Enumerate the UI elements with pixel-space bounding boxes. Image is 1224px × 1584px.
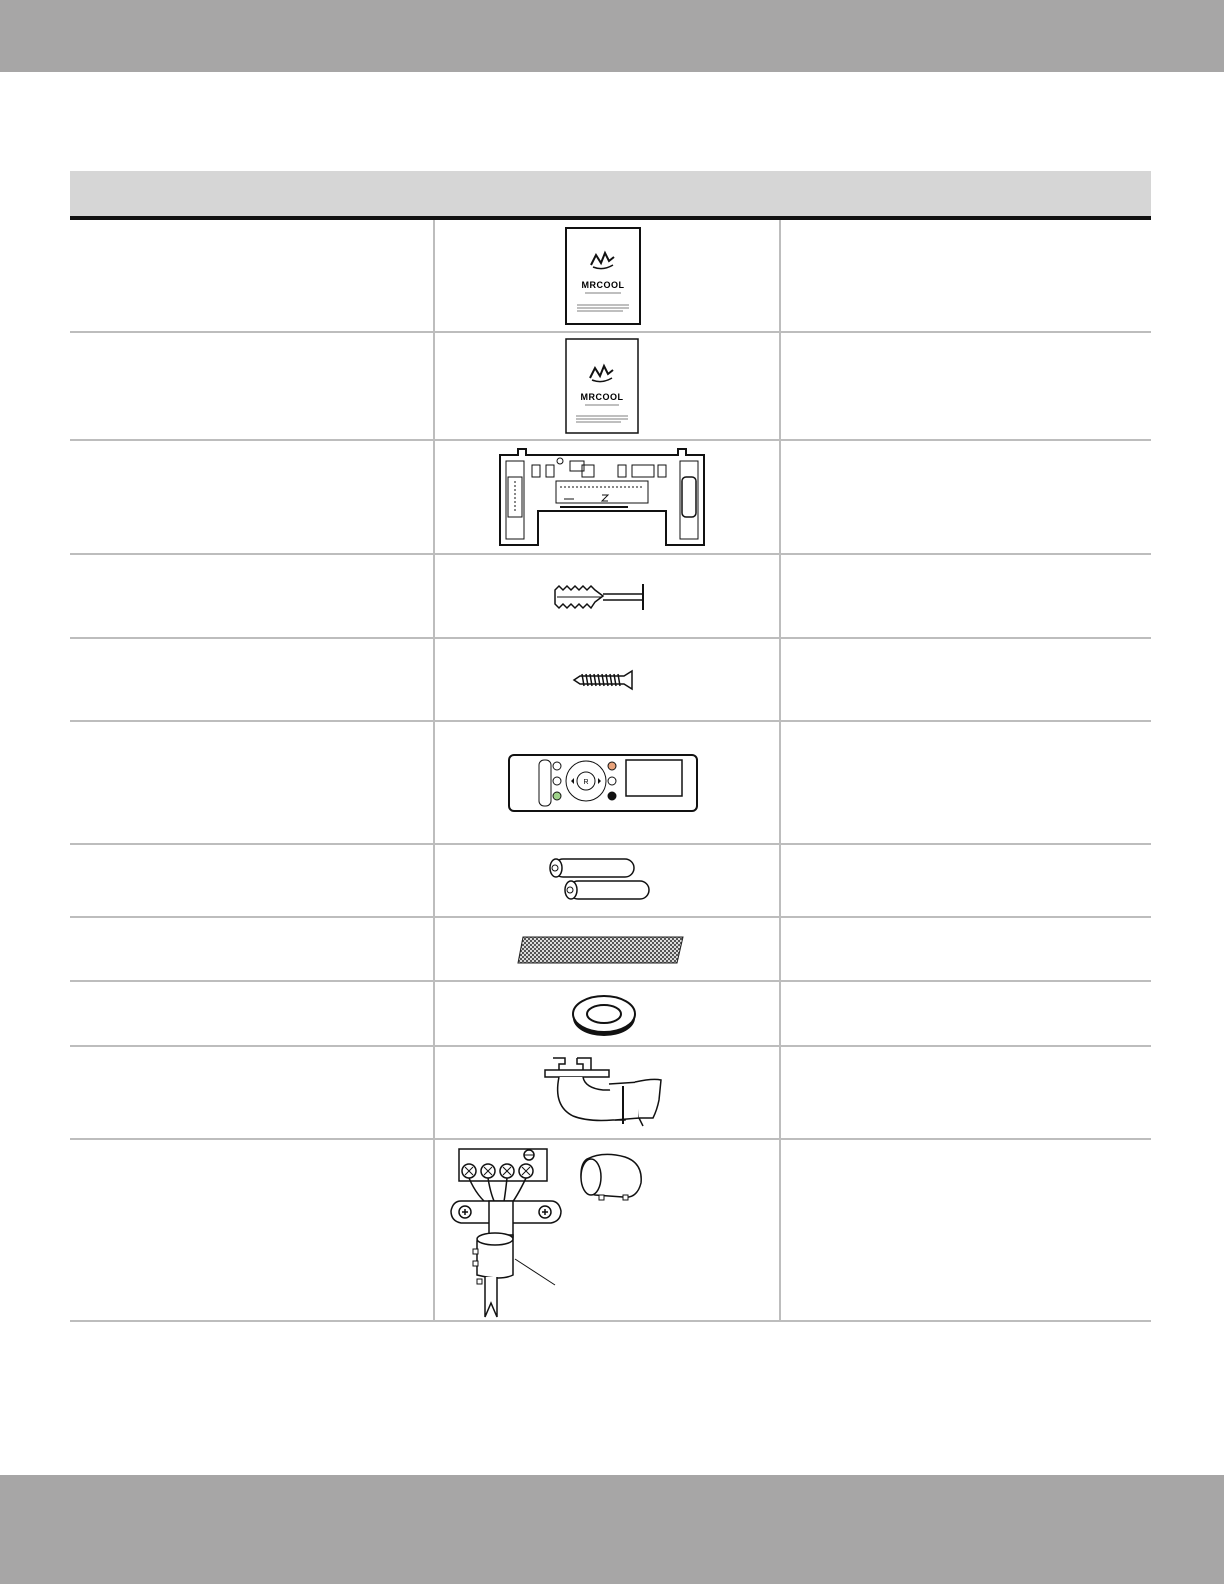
filter-icon <box>517 935 685 965</box>
drain-joint-icon <box>543 1056 667 1128</box>
seal-ring-icon <box>571 994 637 1038</box>
wall-anchor-icon <box>553 582 649 612</box>
table-header <box>70 171 1151 220</box>
mounting-plate-icon <box>498 447 706 547</box>
row-divider <box>70 843 1151 845</box>
bottom-bar <box>0 1475 1224 1584</box>
owner-manual-icon <box>565 338 639 434</box>
top-bar <box>0 0 1224 72</box>
row-divider <box>70 720 1151 722</box>
brand-logo: MRCOOL <box>581 280 625 290</box>
brand-logo: MRCOOL <box>580 392 624 402</box>
row-divider <box>70 553 1151 555</box>
svg-text:R: R <box>583 779 589 786</box>
row-divider <box>70 980 1151 982</box>
magnetic-ring-icon <box>447 1147 657 1319</box>
remote-controller-icon <box>508 754 698 812</box>
row-divider <box>70 637 1151 639</box>
installation-manual-icon <box>565 227 641 325</box>
row-divider <box>70 916 1151 918</box>
column-divider <box>779 220 781 1320</box>
row-divider <box>70 331 1151 333</box>
row-divider <box>70 1045 1151 1047</box>
batteries-icon <box>549 857 653 903</box>
row-divider <box>70 439 1151 441</box>
column-divider <box>433 220 435 1320</box>
screw-icon <box>572 669 636 691</box>
row-divider <box>70 1138 1151 1140</box>
row-divider <box>70 1320 1151 1322</box>
